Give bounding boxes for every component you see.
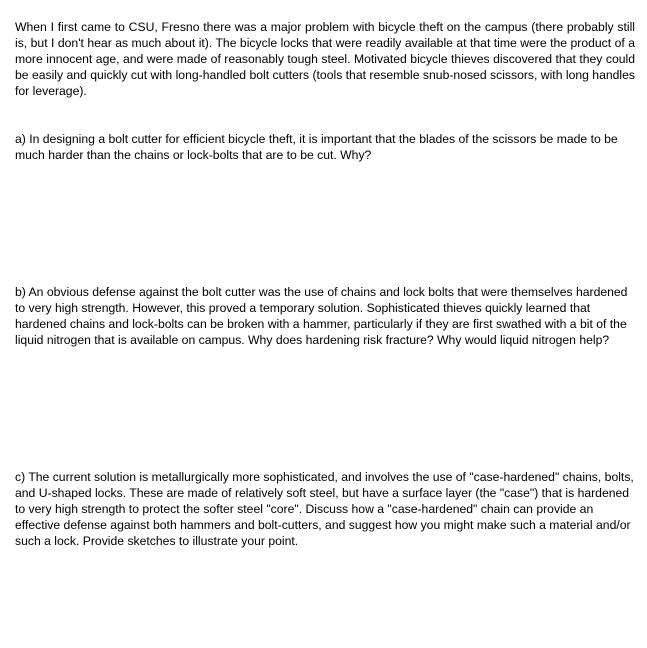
question-a: a) In designing a bolt cutter for efficient bicycle theft, it is important that the blades of the scissors be made to be much harder than the chains or lock-bolts that are to be cut. Why? [15, 132, 618, 162]
document-body [15, 19, 635, 549]
question-c: c) The current solution is metallurgically more sophisticated, and involves the use of "case-hardened" chains, bolts, and U-shaped locks. These are made of relatively soft steel, but have a surface layer (the "case") that is hardened to very high strength to protect the softer steel "core". Discuss how a "case-hardened" chain can provide an effective defense against both hammers and bolt-cutters, and suggest how you might make such a material and/or such a lock. Provide sketches to illustrate your point. [15, 470, 634, 548]
intro-paragraph: When I first came to CSU, Fresno there was a major problem with bicycle theft on the campus (there probably still is, but I don't hear as much about it). The bicycle locks that were readily available at that time were the product of a more innocent age, and were made of reasonably tough steel. Motivated bicycle thieves discovered that they could be easily and quickly cut with long-handled bolt cutters (tools that resemble snub-nosed scissors, with long handles for leverage). [15, 20, 635, 98]
question-b: b) An obvious defense against the bolt cutter was the use of chains and lock bolts that were themselves hardened to very high strength. However, this proved a temporary solution. Sophisticated thieves quickly learned that hardened chains and lock-bolts can be broken with a hammer, particularly if they are first swathed with a bit of the liquid nitrogen that is available on campus. Why does hardening risk fracture? Why would liquid nitrogen help? [15, 285, 628, 347]
